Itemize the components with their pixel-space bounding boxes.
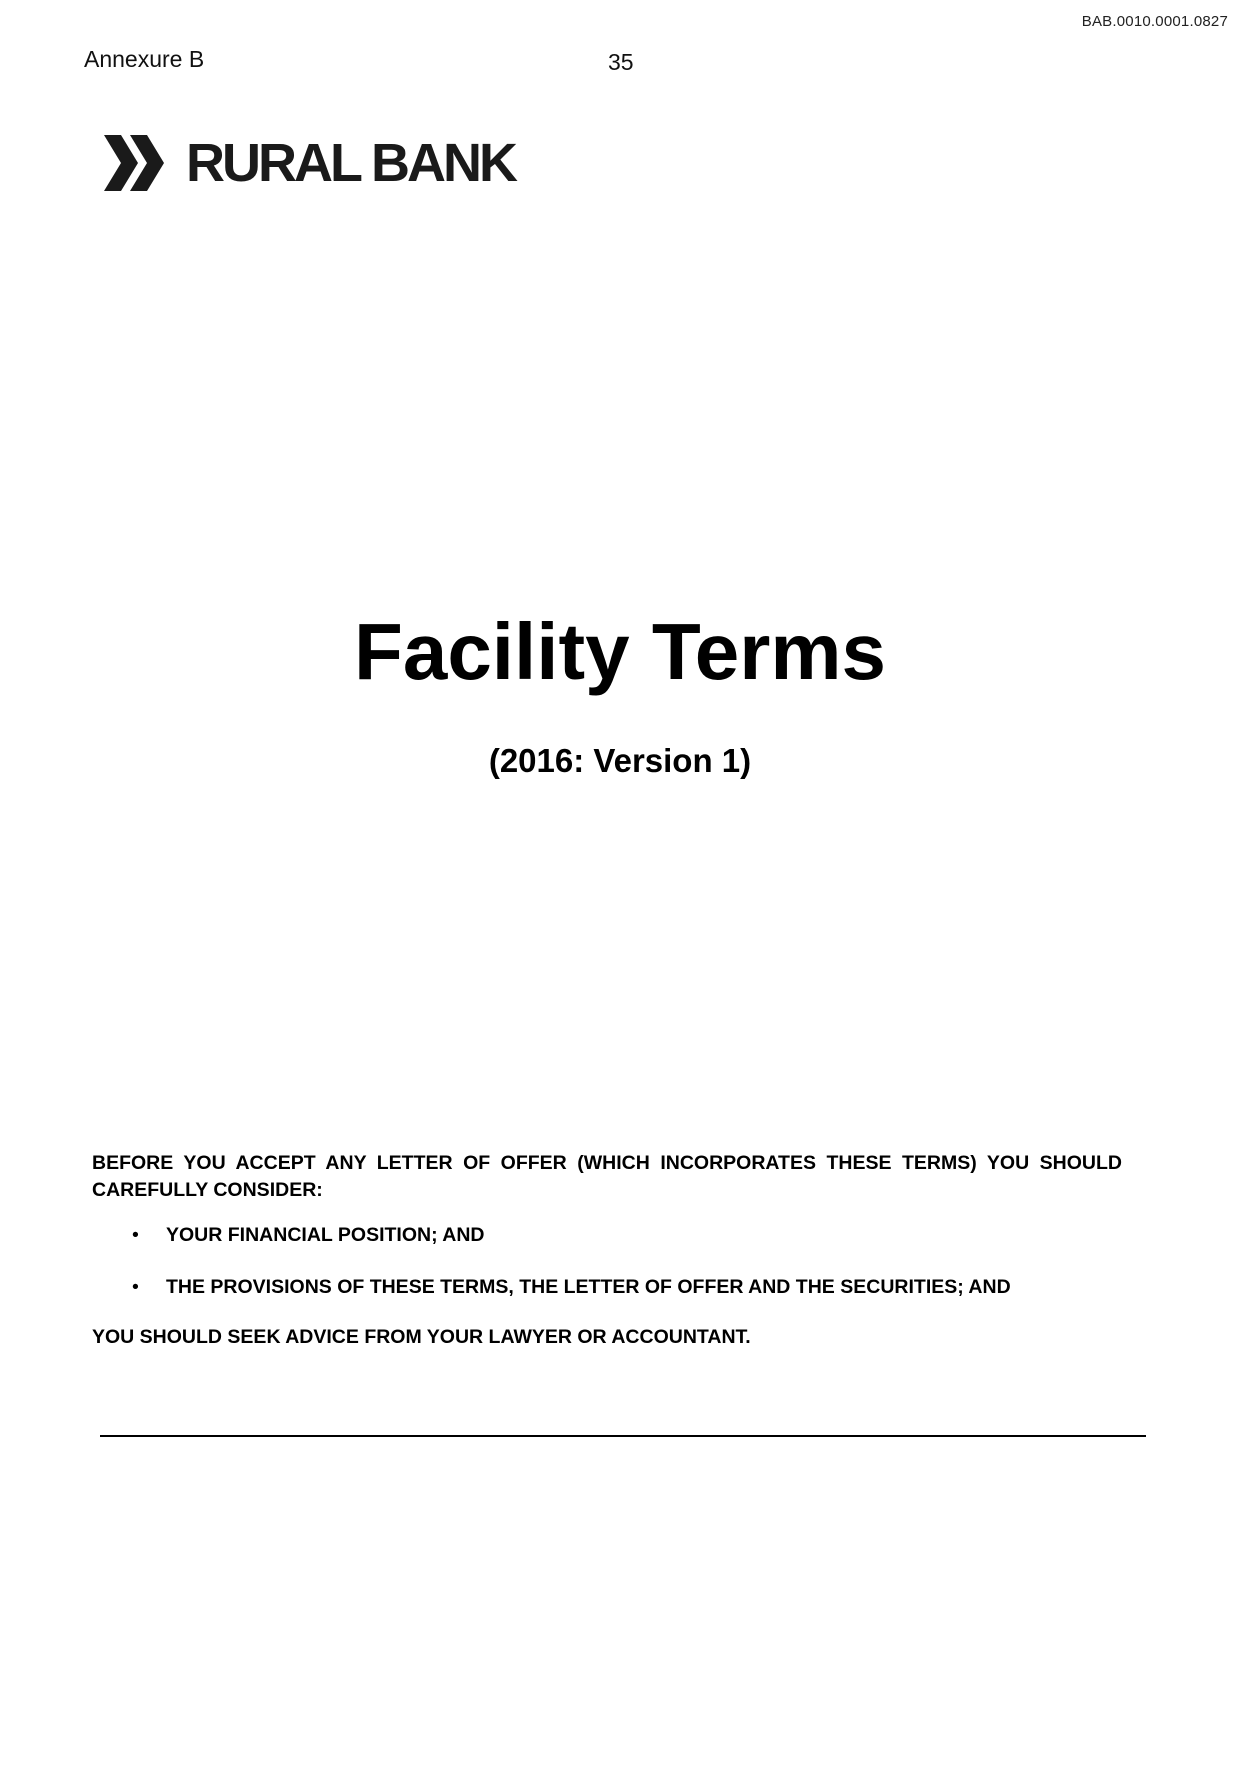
page-subtitle: (2016: Version 1) [488,742,752,779]
notice-block [92,1150,1122,1351]
annexure-label: Annexure B [84,46,205,72]
page-title: Facility Terms [353,607,887,696]
notice-outro: YOU SHOULD SEEK ADVICE FROM YOUR LAWYER OR ACCOUNTANT. [92,1326,751,1348]
chevron-arrows-icon [104,132,180,194]
horizontal-divider [100,1435,1146,1437]
page-number: 35 [608,49,634,75]
list-item [92,1222,1122,1249]
list-item-text: YOUR FINANCIAL POSITION; AND [166,1224,485,1246]
logo-wordmark: RURAL BANK [186,133,515,193]
bullet-icon: • [132,1276,139,1298]
notice-list [92,1222,1122,1301]
list-item-text: THE PROVISIONS OF THESE TERMS, THE LETTER OF OFFER AND THE SECURITIES; AND [166,1276,1011,1298]
rural-bank-logo [104,132,515,194]
document-reference: BAB.0010.0001.0827 [1081,13,1228,30]
notice-intro: BEFORE YOU ACCEPT ANY LETTER OF OFFER (WHICH INCORPORATES THESE TERMS) YOU SHOULD CAREFULLY CONSIDER: [92,1152,1122,1201]
bullet-icon: • [132,1224,139,1246]
list-item [92,1274,1122,1301]
